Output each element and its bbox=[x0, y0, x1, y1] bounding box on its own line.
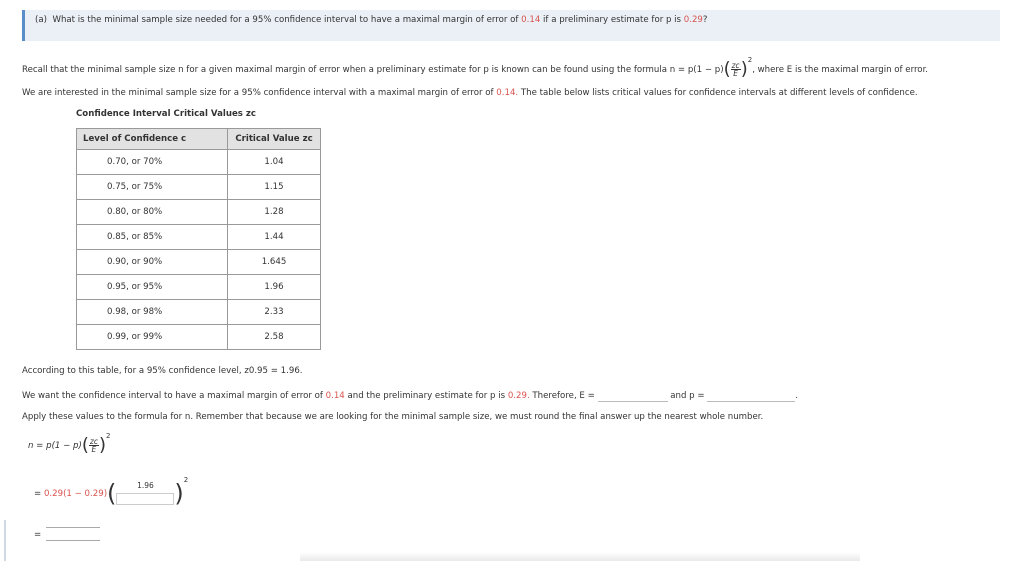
step3-input-bottom[interactable] bbox=[46, 540, 100, 541]
table-row: 0.99, or 99% 2.58 bbox=[77, 325, 321, 350]
table-row: 0.95, or 95% 1.96 bbox=[77, 275, 321, 300]
step2-value: 0.29(1 − 0.29) bbox=[43, 489, 108, 499]
step2-line: = 0.29(1 − 0.29)( 1.96 )$^2$ bbox=[34, 476, 189, 508]
question-margin: 0.14 bbox=[521, 15, 541, 25]
question-end: ? bbox=[702, 15, 708, 25]
left-divider bbox=[4, 520, 6, 561]
apply-text: Apply these values to the formula for n. Remember that because we are looking for the minimal sample size, we must round the final answer up the nearest whole number. bbox=[22, 412, 764, 422]
interested-value: 0.14. bbox=[496, 88, 519, 98]
table-row: 0.75, or 75% 1.15 bbox=[77, 175, 321, 200]
recall-text: Recall that the minimal sample size n for a given maximal margin of error when a preliminary estimate for p is known can be found using the formula n = p(1 − p) bbox=[22, 65, 724, 75]
table-row: 0.85, or 85% 1.44 bbox=[77, 225, 321, 250]
step3-input-top[interactable] bbox=[46, 527, 100, 528]
question-part: (a) bbox=[35, 15, 47, 25]
formula-fraction: $\frac{zc}{E}$ bbox=[89, 436, 98, 454]
step3-eq: = bbox=[34, 530, 42, 540]
interested-line: We are interested in the minimal sample size for a 95% confidence interval with a maximal margin of error of 0.14. The table below lists critical values for confidence intervals at different levels of confidence. bbox=[22, 88, 918, 98]
table-header: Level of Confidence c bbox=[77, 129, 228, 150]
formula-line: n = p(1 − p)( $\frac{zc}{E}$ )$^2$ bbox=[28, 432, 111, 456]
recall-text-after: , where E is the maximal margin of error. bbox=[752, 65, 929, 75]
according-text: According to this table, for a 95% confidence level, z0.95 = 1.96. bbox=[22, 366, 303, 376]
critical-values-table bbox=[76, 128, 321, 350]
step2-fraction: 1.96 bbox=[116, 482, 174, 505]
step2-denominator-input[interactable] bbox=[116, 493, 174, 505]
recall-fraction: $\frac{zc}{E}$ bbox=[731, 60, 740, 78]
table-header: Critical Value zc bbox=[228, 129, 321, 150]
table-title: Confidence Interval Critical Values zc bbox=[76, 109, 256, 119]
recall-line: Recall that the minimal sample size n for a given maximal margin of error when a preliminary estimate for p is known can be found using the formula n = p(1 − p)( $\frac{zc}{E}$ )$^2$, where E is the maximal margin of error. bbox=[22, 56, 929, 80]
question-banner bbox=[22, 10, 1000, 41]
bottom-shadow bbox=[300, 552, 860, 561]
question-text: What is the minimal sample size needed for a 95% confidence interval to have a maximal margin of error of bbox=[52, 15, 519, 25]
question-p-estimate: 0.29 bbox=[683, 15, 703, 25]
table-header-row bbox=[77, 129, 321, 150]
e-input[interactable] bbox=[598, 389, 668, 402]
table-row: 0.90, or 90% 1.645 bbox=[77, 250, 321, 275]
question-text-middle: if a preliminary estimate for p is bbox=[543, 15, 682, 25]
table-row: 0.98, or 98% 2.33 bbox=[77, 300, 321, 325]
table-row: 0.80, or 80% 1.28 bbox=[77, 200, 321, 225]
p-input[interactable] bbox=[707, 389, 795, 402]
want-line: We want the confidence interval to have a maximal margin of error of 0.14 and the preliminary estimate for p is 0.29. Therefore, E = and p = . bbox=[22, 391, 799, 401]
table-row: 0.70, or 70% 1.04 bbox=[77, 150, 321, 175]
